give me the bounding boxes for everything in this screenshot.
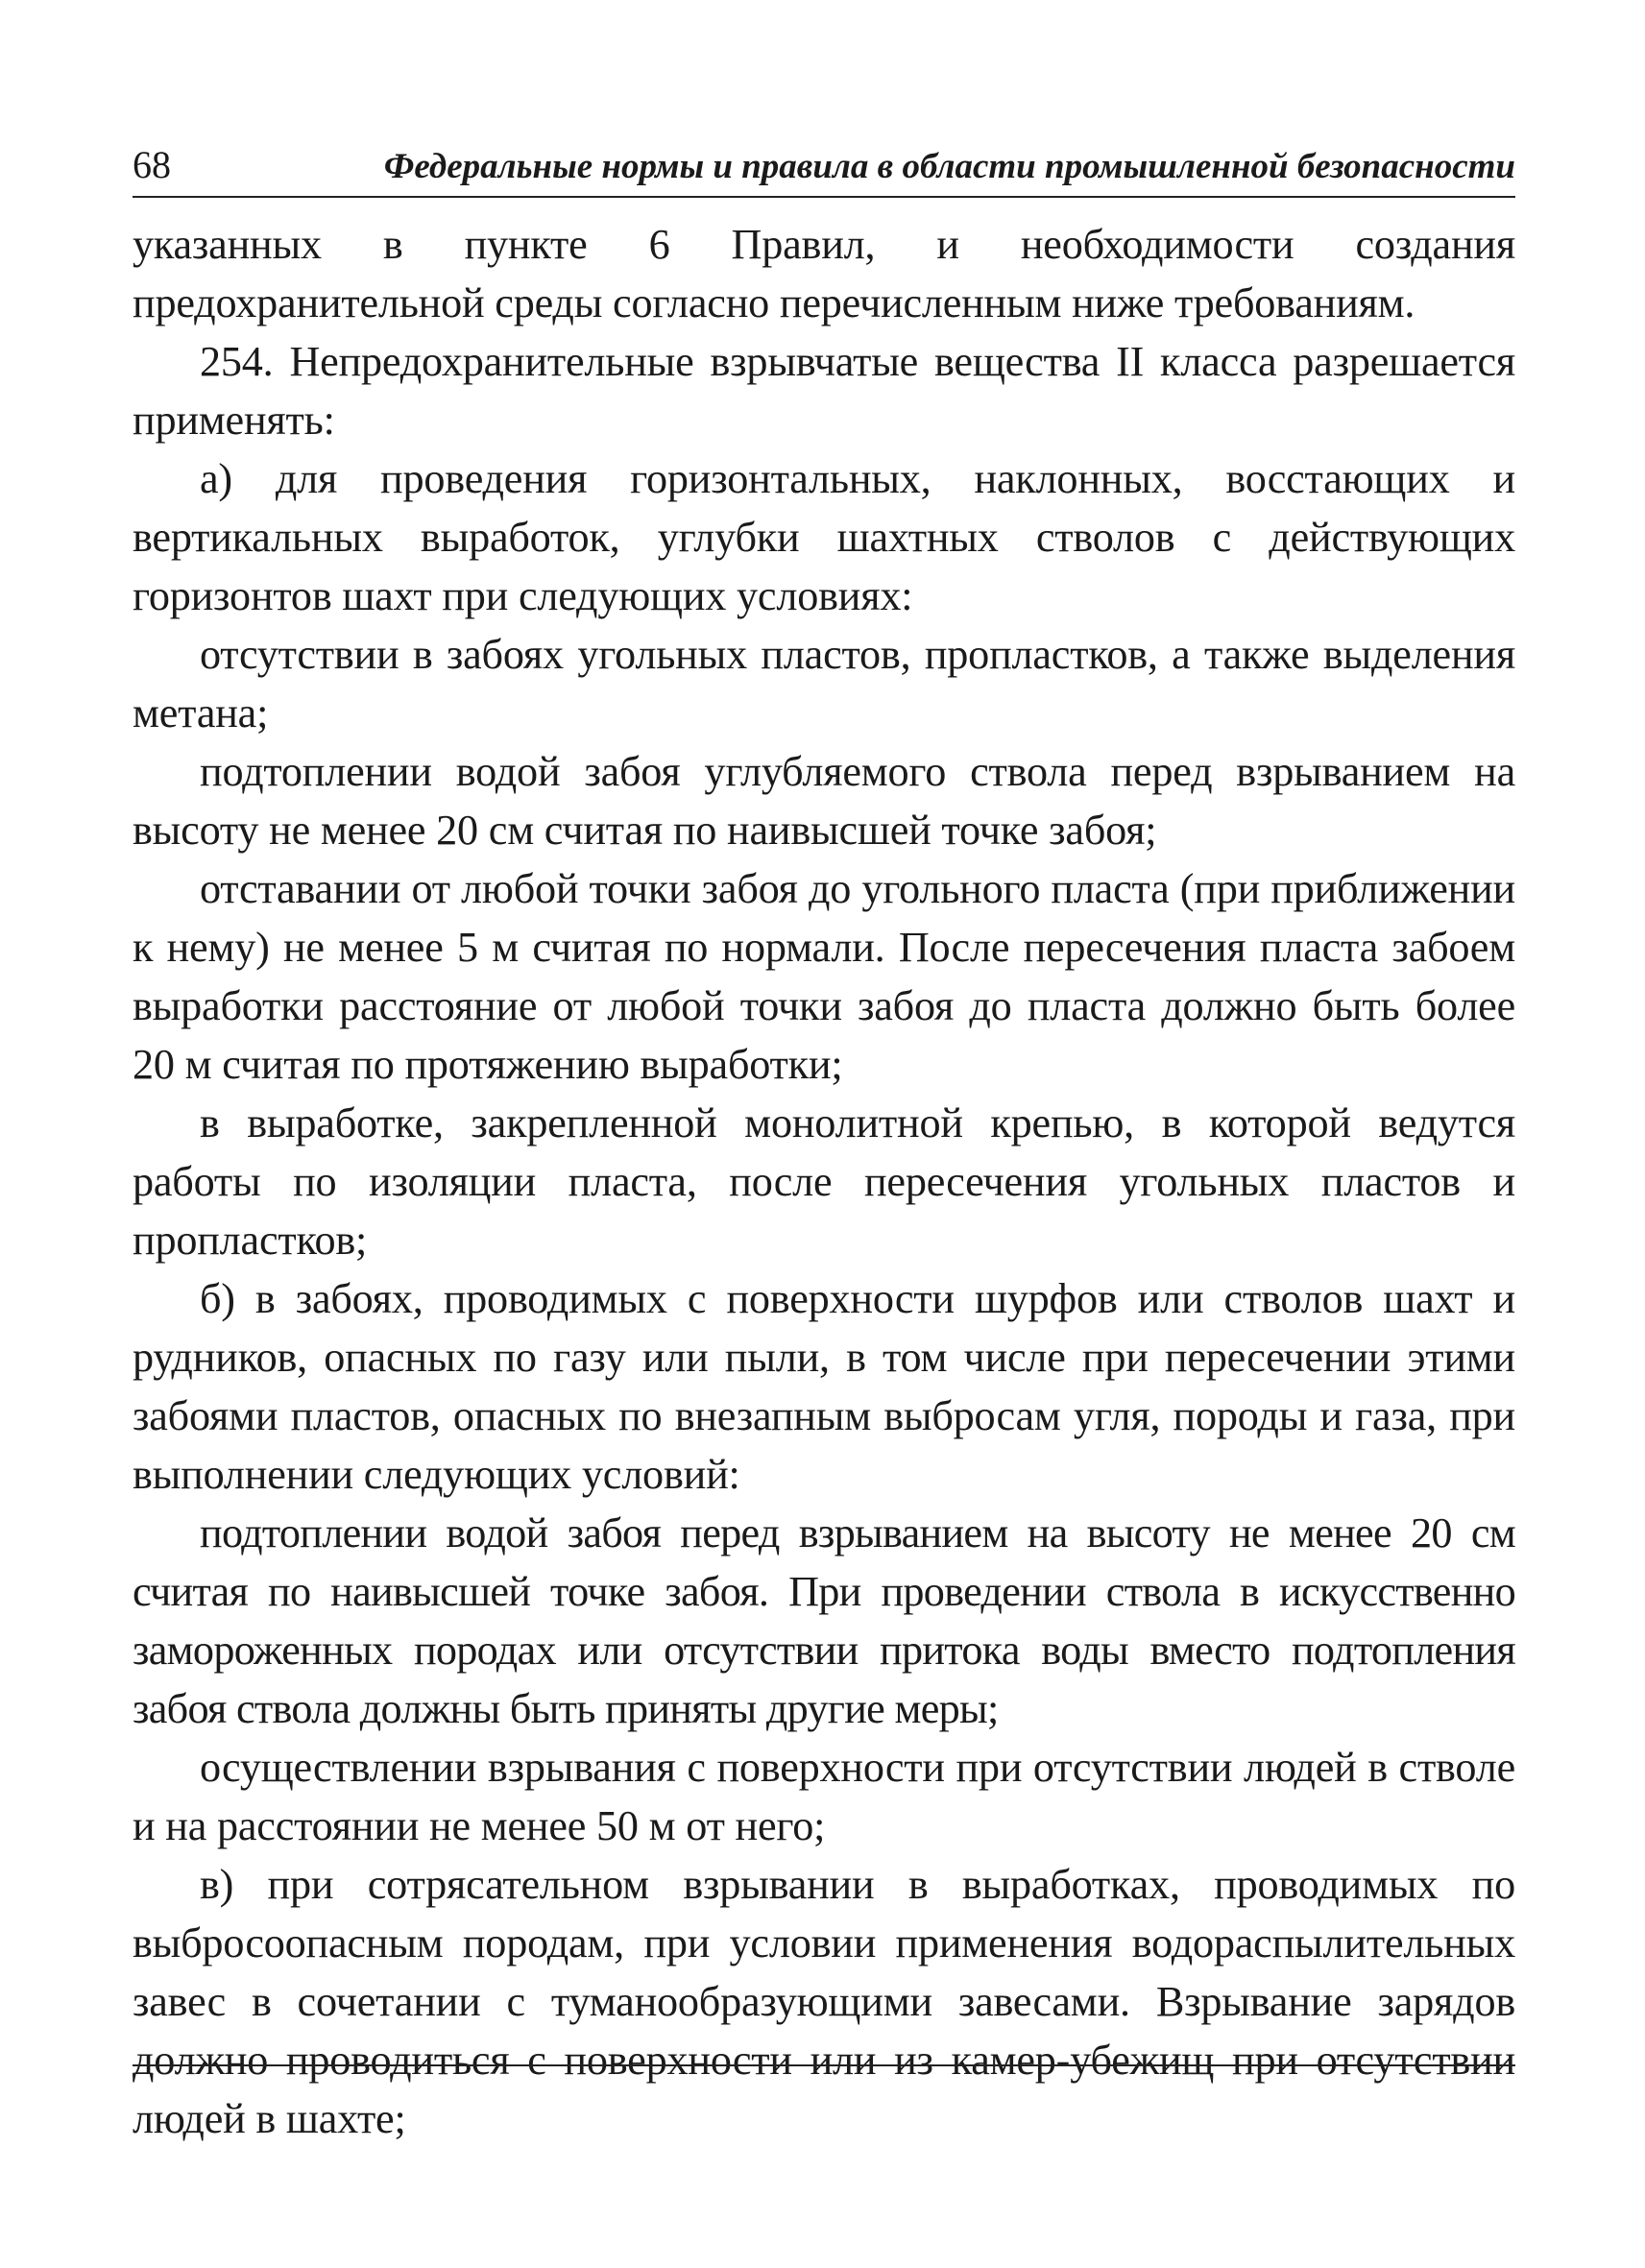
paragraph-item-a: а) для проведения горизонтальных, наклонных, восстающих и вертикальных выработок, углубки шахтных стволов с действующих горизонтов шахт при следующих условиях: xyxy=(133,455,1515,619)
paragraph-condition: подтоплении водой забоя углубляемого ствола перед взрыванием на высоту не менее 20 см считая по наивысшей точке забоя; xyxy=(133,748,1515,854)
paragraph-condition: подтоплении водой забоя перед взрыванием на высоту не менее 20 см считая по наивысшей точке забоя. При проведении ствола в искусственно замороженных породах или отсутствии притока воды вместо подтопления забоя ствола должны быть приняты другие меры; xyxy=(133,1509,1515,1732)
running-title: Федеральные нормы и правила в области промышленной безопасности xyxy=(383,147,1515,186)
paragraph-condition: в выработке, закрепленной монолитной крепью, в которой ведутся работы по изоляции пласта, после пересечения угольных пластов и пропластков; xyxy=(133,1099,1515,1264)
paragraph-condition: осуществлении взрывания с поверхности при отсутствии людей в стволе и на расстоянии не менее 50 м от него; xyxy=(133,1744,1515,1849)
body-text xyxy=(133,215,1515,2148)
paragraph-condition: отсутствии в забоях угольных пластов, пропластков, а также выделения метана; xyxy=(133,631,1515,736)
footer-rule xyxy=(133,2064,1515,2066)
book-page xyxy=(133,144,1515,2148)
paragraph-continuation: указанных в пункте 6 Правил, и необходимости создания предохранительной среды согласно перечисленным ниже требованиям. xyxy=(133,221,1515,326)
paragraph-item-b: б) в забоях, проводимых с поверхности шурфов или стволов шахт и рудников, опасных по газу или пыли, в том числе при пересечении этими забоями пластов, опасных по внезапным выбросам угля, породы и газа, при выполнении следующих условий: xyxy=(133,1275,1515,1498)
page-number: 68 xyxy=(133,143,171,186)
running-header xyxy=(133,144,1515,198)
paragraph-item-v: в) при сотрясательном взрывании в выработках, проводимых по выбросоопасным породам, при условии применения водораспылительных завес в сочетании с туманообразующими завесами. Взрывание зарядов должно проводиться с поверхности или из камер-убежищ при отсутствии людей в шахте; xyxy=(133,1861,1515,2142)
paragraph-254: 254. Непредохранительные взрывчатые вещества II класса разрешается применять: xyxy=(133,338,1515,444)
paragraph-condition: отставании от любой точки забоя до угольного пласта (при приближении к нему) не менее 5 м считая по нормали. После пересечения пласта забоем выработки расстояние от любой точки забоя до пласта должно быть более 20 м считая по протяжению выработки; xyxy=(133,865,1515,1088)
